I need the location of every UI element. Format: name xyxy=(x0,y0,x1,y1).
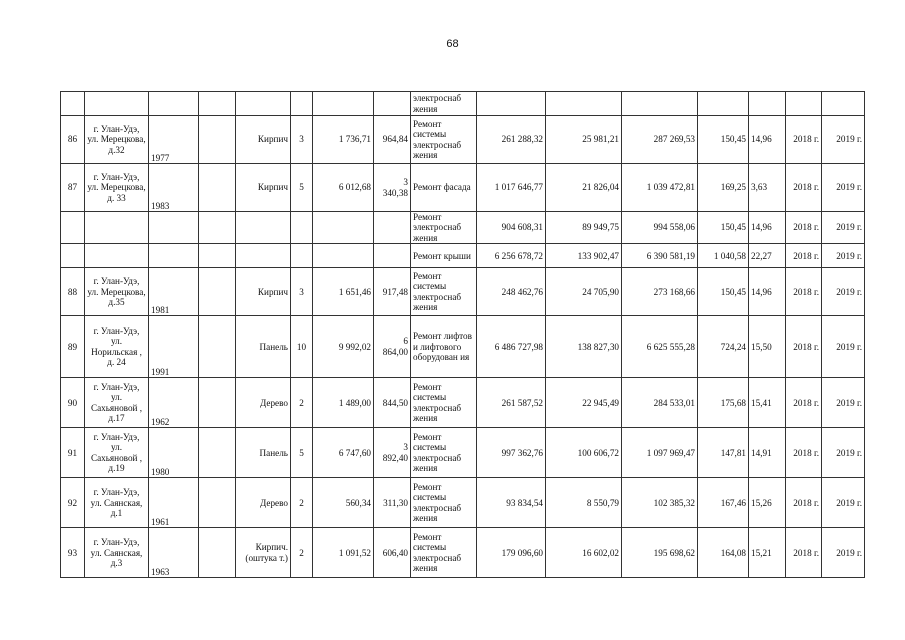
start-year: 2018 г. xyxy=(786,212,822,244)
building-address: г. Улан-Удэ, ул. Норильская , д. 24 xyxy=(85,316,149,378)
wall-material xyxy=(236,92,291,116)
total-area xyxy=(313,244,374,268)
row-number xyxy=(61,92,85,116)
building-address: г. Улан-Удэ, ул. Мерецкова, д.32 xyxy=(85,116,149,164)
start-year: 2018 г. xyxy=(786,528,822,578)
specific-cost: 150,45 xyxy=(698,212,749,244)
end-year: 2019 г. xyxy=(822,378,865,428)
specific-cost: 150,45 xyxy=(698,116,749,164)
end-year: 2019 г. xyxy=(822,528,865,578)
total-area: 6 012,68 xyxy=(313,164,374,212)
empty-cell xyxy=(199,212,236,244)
specific-cost: 1 040,58 xyxy=(698,244,749,268)
total-cost xyxy=(622,92,698,116)
building-address xyxy=(85,212,149,244)
floor-count xyxy=(291,244,313,268)
end-year: 2019 г. xyxy=(822,428,865,478)
empty-cell xyxy=(199,528,236,578)
row-number: 90 xyxy=(61,378,85,428)
empty-cell xyxy=(199,428,236,478)
design-cost: 22 945,49 xyxy=(546,378,622,428)
total-cost: 6 390 581,19 xyxy=(622,244,698,268)
cost-percent: 15,41 xyxy=(749,378,786,428)
living-area: 606,40 xyxy=(374,528,411,578)
wall-material: Кирпич xyxy=(236,116,291,164)
row-number: 89 xyxy=(61,316,85,378)
table-row xyxy=(61,92,865,116)
table-row xyxy=(61,478,865,528)
total-cost: 195 698,62 xyxy=(622,528,698,578)
floor-count: 2 xyxy=(291,478,313,528)
row-number: 93 xyxy=(61,528,85,578)
wall-material: Дерево xyxy=(236,378,291,428)
work-type: Ремонт лифтов и лифтового оборудован ия xyxy=(411,316,477,378)
floor-count: 5 xyxy=(291,164,313,212)
living-area: 917,48 xyxy=(374,268,411,316)
empty-cell xyxy=(199,478,236,528)
empty-cell xyxy=(199,316,236,378)
empty-cell xyxy=(199,116,236,164)
total-area: 1 651,46 xyxy=(313,268,374,316)
work-cost: 1 017 646,77 xyxy=(477,164,546,212)
start-year: 2018 г. xyxy=(786,116,822,164)
cost-percent: 14,96 xyxy=(749,212,786,244)
work-cost: 248 462,76 xyxy=(477,268,546,316)
total-area: 1 489,00 xyxy=(313,378,374,428)
specific-cost: 147,81 xyxy=(698,428,749,478)
end-year: 2019 г. xyxy=(822,244,865,268)
build-year xyxy=(149,92,199,116)
total-cost: 287 269,53 xyxy=(622,116,698,164)
floor-count: 3 xyxy=(291,268,313,316)
floor-count: 2 xyxy=(291,528,313,578)
cost-percent: 14,96 xyxy=(749,268,786,316)
building-address: г. Улан-Удэ, ул. Саянская, д.1 xyxy=(85,478,149,528)
specific-cost: 175,68 xyxy=(698,378,749,428)
build-year: 1980 xyxy=(149,428,199,478)
design-cost: 24 705,90 xyxy=(546,268,622,316)
cost-percent: 3,63 xyxy=(749,164,786,212)
total-area: 1 736,71 xyxy=(313,116,374,164)
row-number: 88 xyxy=(61,268,85,316)
work-type: Ремонт системы электроснаб жения xyxy=(411,116,477,164)
work-cost: 261 288,32 xyxy=(477,116,546,164)
table-row xyxy=(61,244,865,268)
page-number: 68 xyxy=(446,38,459,50)
floor-count: 10 xyxy=(291,316,313,378)
repair-register-table xyxy=(60,91,865,578)
row-number xyxy=(61,212,85,244)
end-year: 2019 г. xyxy=(822,116,865,164)
empty-cell xyxy=(199,92,236,116)
row-number: 87 xyxy=(61,164,85,212)
end-year: 2019 г. xyxy=(822,478,865,528)
start-year xyxy=(786,92,822,116)
cost-percent xyxy=(749,92,786,116)
start-year: 2018 г. xyxy=(786,244,822,268)
total-area: 1 091,52 xyxy=(313,528,374,578)
build-year: 1983 xyxy=(149,164,199,212)
building-address: г. Улан-Удэ, ул. Сахьяновой , д.19 xyxy=(85,428,149,478)
row-number xyxy=(61,244,85,268)
work-type: Ремонт системы электроснаб жения xyxy=(411,478,477,528)
floor-count: 2 xyxy=(291,378,313,428)
specific-cost xyxy=(698,92,749,116)
design-cost: 89 949,75 xyxy=(546,212,622,244)
design-cost: 100 606,72 xyxy=(546,428,622,478)
cost-percent: 15,26 xyxy=(749,478,786,528)
empty-cell xyxy=(199,164,236,212)
living-area: 844,50 xyxy=(374,378,411,428)
floor-count xyxy=(291,92,313,116)
specific-cost: 169,25 xyxy=(698,164,749,212)
total-area: 560,34 xyxy=(313,478,374,528)
work-type: электроснаб жения xyxy=(411,92,477,116)
build-year: 1962 xyxy=(149,378,199,428)
build-year xyxy=(149,212,199,244)
total-cost: 1 039 472,81 xyxy=(622,164,698,212)
table-row xyxy=(61,378,865,428)
cost-percent: 14,91 xyxy=(749,428,786,478)
cost-percent: 14,96 xyxy=(749,116,786,164)
build-year: 1991 xyxy=(149,316,199,378)
table-row xyxy=(61,212,865,244)
living-area: 964,84 xyxy=(374,116,411,164)
work-cost: 261 587,52 xyxy=(477,378,546,428)
design-cost: 8 550,79 xyxy=(546,478,622,528)
building-address xyxy=(85,244,149,268)
cost-percent: 15,21 xyxy=(749,528,786,578)
start-year: 2018 г. xyxy=(786,164,822,212)
living-area xyxy=(374,212,411,244)
work-type: Ремонт фасада xyxy=(411,164,477,212)
work-cost: 179 096,60 xyxy=(477,528,546,578)
building-address: г. Улан-Удэ, ул. Мерецкова, д. 33 xyxy=(85,164,149,212)
living-area: 311,30 xyxy=(374,478,411,528)
end-year: 2019 г. xyxy=(822,268,865,316)
build-year: 1963 xyxy=(149,528,199,578)
living-area: 3 340,38 xyxy=(374,164,411,212)
start-year: 2018 г. xyxy=(786,378,822,428)
specific-cost: 150,45 xyxy=(698,268,749,316)
empty-cell xyxy=(199,268,236,316)
living-area xyxy=(374,92,411,116)
table-body xyxy=(61,92,865,578)
cost-percent: 22,27 xyxy=(749,244,786,268)
total-area: 6 747,60 xyxy=(313,428,374,478)
start-year: 2018 г. xyxy=(786,316,822,378)
wall-material: Кирпич xyxy=(236,268,291,316)
design-cost: 138 827,30 xyxy=(546,316,622,378)
total-cost: 102 385,32 xyxy=(622,478,698,528)
design-cost xyxy=(546,92,622,116)
total-cost: 994 558,06 xyxy=(622,212,698,244)
wall-material: Кирпич xyxy=(236,164,291,212)
work-cost xyxy=(477,92,546,116)
total-cost: 284 533,01 xyxy=(622,378,698,428)
start-year: 2018 г. xyxy=(786,268,822,316)
work-cost: 6 256 678,72 xyxy=(477,244,546,268)
wall-material: Панель xyxy=(236,428,291,478)
design-cost: 21 826,04 xyxy=(546,164,622,212)
start-year: 2018 г. xyxy=(786,428,822,478)
table-row xyxy=(61,116,865,164)
wall-material: Панель xyxy=(236,316,291,378)
wall-material: Дерево xyxy=(236,478,291,528)
work-type: Ремонт системы электроснаб жения xyxy=(411,378,477,428)
living-area: 6 864,00 xyxy=(374,316,411,378)
building-address: г. Улан-Удэ, ул. Саянская, д.3 xyxy=(85,528,149,578)
row-number: 92 xyxy=(61,478,85,528)
end-year xyxy=(822,92,865,116)
building-address xyxy=(85,92,149,116)
work-cost: 93 834,54 xyxy=(477,478,546,528)
specific-cost: 164,08 xyxy=(698,528,749,578)
wall-material xyxy=(236,244,291,268)
empty-cell xyxy=(199,378,236,428)
floor-count: 3 xyxy=(291,116,313,164)
specific-cost: 167,46 xyxy=(698,478,749,528)
total-area xyxy=(313,212,374,244)
table-row xyxy=(61,428,865,478)
design-cost: 133 902,47 xyxy=(546,244,622,268)
empty-cell xyxy=(199,244,236,268)
specific-cost: 724,24 xyxy=(698,316,749,378)
building-address: г. Улан-Удэ, ул. Мерецкова, д.35 xyxy=(85,268,149,316)
build-year: 1961 xyxy=(149,478,199,528)
floor-count: 5 xyxy=(291,428,313,478)
work-type: Ремонт системы электроснаб жения xyxy=(411,268,477,316)
total-cost: 6 625 555,28 xyxy=(622,316,698,378)
work-type: Ремонт крыши xyxy=(411,244,477,268)
living-area: 3 892,40 xyxy=(374,428,411,478)
total-cost: 273 168,66 xyxy=(622,268,698,316)
design-cost: 25 981,21 xyxy=(546,116,622,164)
work-type: Ремонт электроснаб жения xyxy=(411,212,477,244)
building-address: г. Улан-Удэ, ул. Сахьяновой , д.17 xyxy=(85,378,149,428)
row-number: 91 xyxy=(61,428,85,478)
table-row xyxy=(61,316,865,378)
end-year: 2019 г. xyxy=(822,316,865,378)
living-area xyxy=(374,244,411,268)
work-type: Ремонт системы электроснаб жения xyxy=(411,428,477,478)
end-year: 2019 г. xyxy=(822,212,865,244)
start-year: 2018 г. xyxy=(786,478,822,528)
table-row xyxy=(61,528,865,578)
build-year: 1981 xyxy=(149,268,199,316)
table-row xyxy=(61,268,865,316)
work-cost: 997 362,76 xyxy=(477,428,546,478)
table-row xyxy=(61,164,865,212)
wall-material xyxy=(236,212,291,244)
work-cost: 6 486 727,98 xyxy=(477,316,546,378)
wall-material: Кирпич. (оштука т.) xyxy=(236,528,291,578)
total-area: 9 992,02 xyxy=(313,316,374,378)
work-type: Ремонт системы электроснаб жения xyxy=(411,528,477,578)
build-year: 1977 xyxy=(149,116,199,164)
build-year xyxy=(149,244,199,268)
total-cost: 1 097 969,47 xyxy=(622,428,698,478)
row-number: 86 xyxy=(61,116,85,164)
floor-count xyxy=(291,212,313,244)
total-area xyxy=(313,92,374,116)
design-cost: 16 602,02 xyxy=(546,528,622,578)
cost-percent: 15,50 xyxy=(749,316,786,378)
work-cost: 904 608,31 xyxy=(477,212,546,244)
end-year: 2019 г. xyxy=(822,164,865,212)
